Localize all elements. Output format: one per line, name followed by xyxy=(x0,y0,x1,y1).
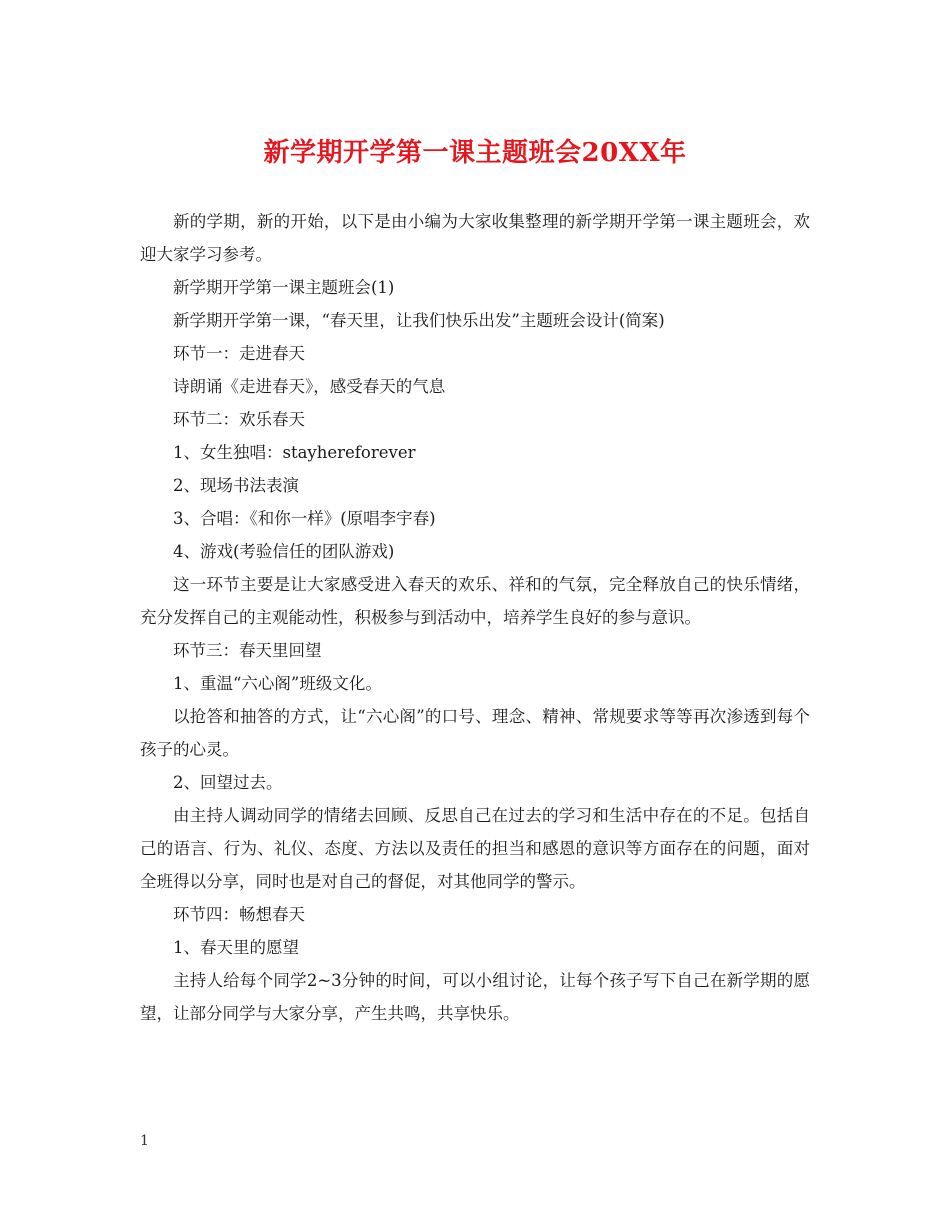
paragraph: 1、女生独唱：stayhereforever xyxy=(173,443,416,462)
paragraph: 新学期开学第一课主题班会(1) xyxy=(173,278,395,297)
paragraph: 环节四：畅想春天 xyxy=(173,905,305,924)
paragraph: 环节三：春天里回望 xyxy=(173,641,322,660)
paragraph: 以抢答和抽答的方式，让“六心阁”的口号、理念、精神、常规要求等等再次渗透到每个孩子的心灵。 xyxy=(140,707,810,759)
paragraph: 这一环节主要是让大家感受进入春天的欢乐、祥和的气氛，完全释放自己的快乐情绪，充分发挥自己的主观能动性，积极参与到活动中，培养学生良好的参与意识。 xyxy=(140,575,810,627)
paragraph: 主持人给每个同学2~3分钟的时间，可以小组讨论，让每个孩子写下自己在新学期的愿望，让部分同学与大家分享，产生共鸣，共享快乐。 xyxy=(140,971,810,1023)
paragraph: 环节二：欢乐春天 xyxy=(173,410,305,429)
paragraph: 1、重温“六心阁”班级文化。 xyxy=(173,674,382,693)
paragraph: 诗朗诵《走进春天》，感受春天的气息 xyxy=(173,377,446,396)
paragraph: 新的学期，新的开始，以下是由小编为大家收集整理的新学期开学第一课主题班会，欢迎大家学习参考。 xyxy=(140,212,810,264)
paragraph: 由主持人调动同学的情绪去回顾、反思自己在过去的学习和生活中存在的不足。包括自己的语言、行为、礼仪、态度、方法以及责任的担当和感恩的意识等方面存在的问题，面对全班得以分享，同时也是对自己的督促，对其他同学的警示。 xyxy=(140,806,810,891)
paragraph: 环节一：走进春天 xyxy=(173,344,305,363)
paragraph: 4、游戏(考验信任的团队游戏) xyxy=(173,542,395,561)
paragraph: 2、回望过去。 xyxy=(173,773,283,792)
document-body xyxy=(140,205,810,1030)
paragraph: 新学期开学第一课，“春天里，让我们快乐出发”主题班会设计(简案) xyxy=(173,311,665,330)
paragraph: 2、现场书法表演 xyxy=(173,476,299,495)
page-number: 1 xyxy=(140,1133,149,1149)
paragraph: 1、春天里的愿望 xyxy=(173,938,299,957)
document-title: 新学期开学第一课主题班会20XX年 xyxy=(263,138,687,168)
paragraph: 3、合唱：《和你一样》(原唱李宇春) xyxy=(173,509,436,528)
